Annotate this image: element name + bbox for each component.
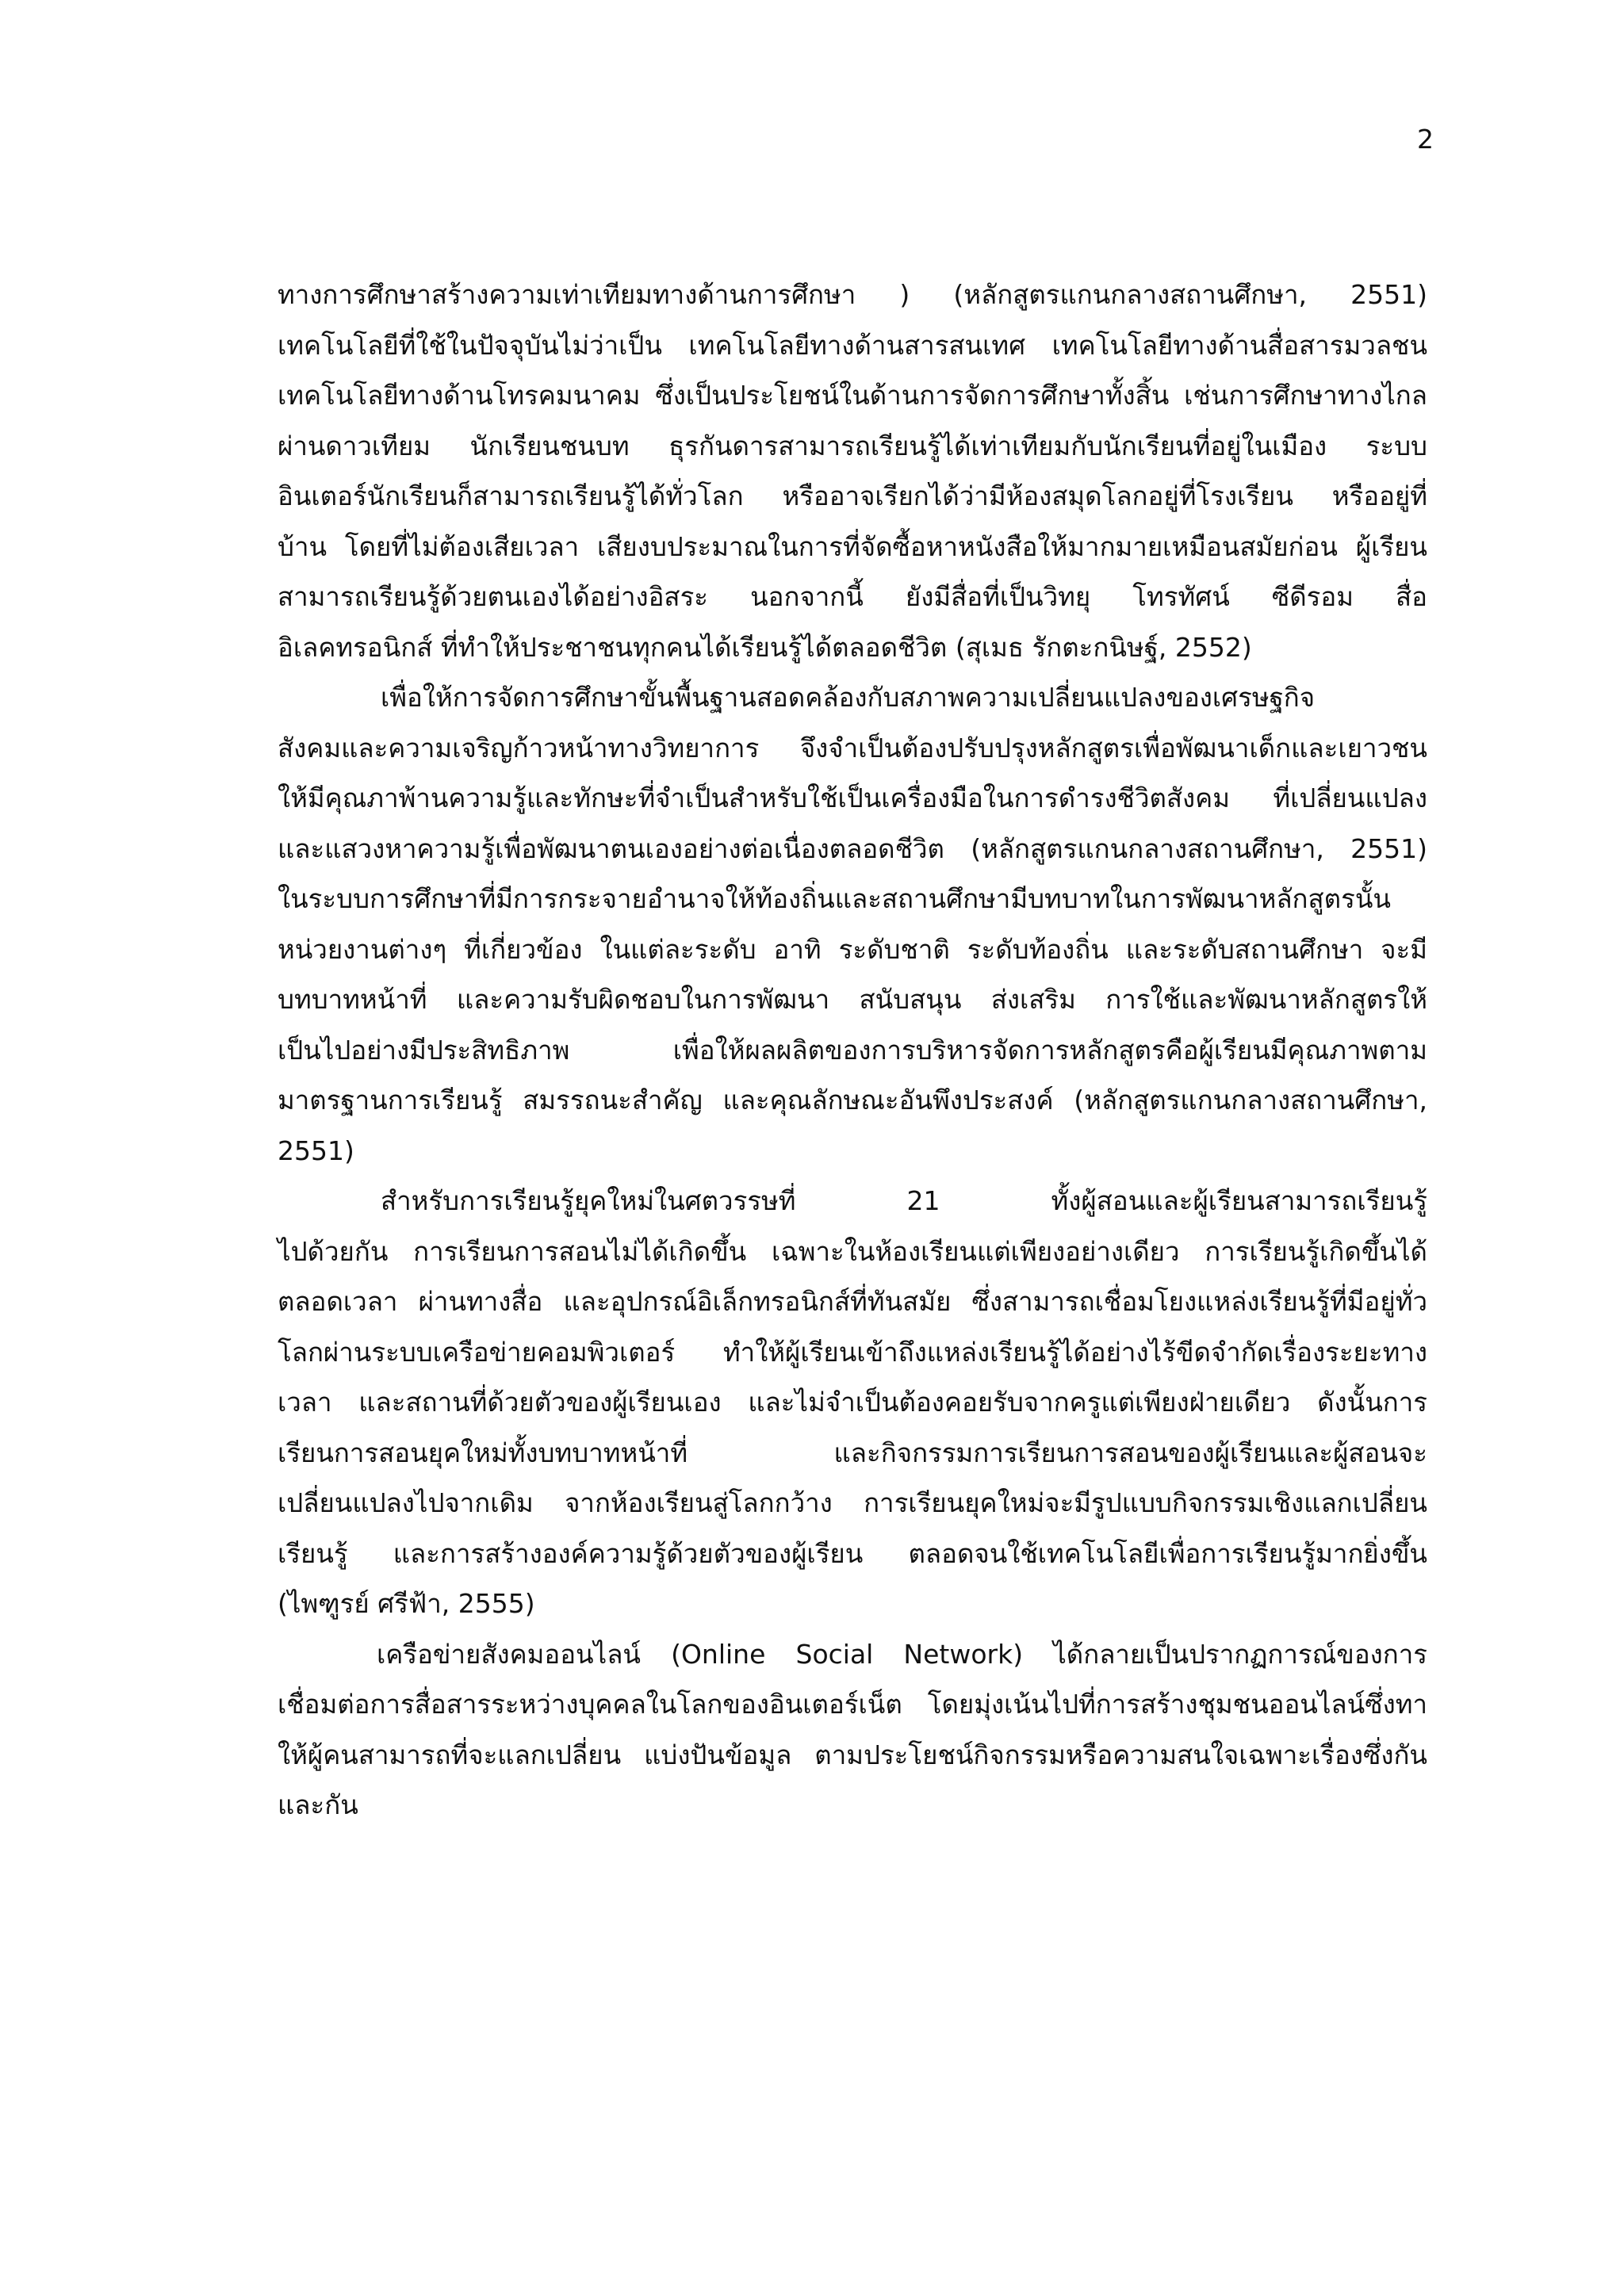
text-line: ไปด้วยกัน การเรียนการสอนไม่ได้เกิดขึ้น เฉพาะในห้องเรียนแต่เพียงอย่างเดียว การเรียนรู้เกิดขึ้นได้ [278, 1235, 1427, 1267]
text-line: ให้ผู้คนสามารถที่จะแลกเปลี่ยน แบ่งปันข้อมูล ตามประโยชน์กิจกรรมหรือความสนใจเฉพาะเรื่องซึ่งกัน [278, 1739, 1427, 1770]
text-line: ทางการศึกษาสร้างความเท่าเทียมทางด้านการศึกษา ) (หลักสูตรแกนกลางสถานศึกษา, 2551) [278, 279, 1427, 310]
text-line: เรียนการสอนยุคใหม่ทั้งบทบาทหน้าที่ และกิจกรรมการเรียนการสอนของผู้เรียนและผู้สอนจะ [278, 1437, 1427, 1468]
text-line: เป็นไปอย่างมีประสิทธิภาพ เพื่อให้ผลผลิตของการบริหารจัดการหลักสูตรคือผู้เรียนมีคุณภาพตาม [278, 1034, 1427, 1066]
paragraph-1 [278, 270, 1427, 672]
body-text [278, 270, 1427, 1831]
text-line: เรียนรู้ และการสร้างองค์ความรู้ด้วยตัวของผู้เรียน ตลอดจนใช้เทคโนโลยีเพื่อการเรียนรู้มากยิ่งขึ้น [278, 1537, 1427, 1569]
text-line: และกัน [278, 1789, 358, 1820]
text-line: สังคมและความเจริญก้าวหน้าทางวิทยาการ จึงจำเป็นต้องปรับปรุงหลักสูตรเพื่อพัฒนาเด็กและเยาวชน [278, 732, 1427, 763]
text-line: เพื่อให้การจัดการศึกษาขั้นพื้นฐานสอดคล้องกับสภาพความเปลี่ยนแปลงของเศรษฐกิจ [381, 682, 1316, 713]
text-line: ให้มีคุณภาพ้านความรู้และทักษะที่จำเป็นสำหรับใช้เป็นเครื่องมือในการดำรงชีวิตสังคม ที่เปลี่ยนแปลง [278, 783, 1427, 813]
page-number: 2 [1417, 124, 1434, 155]
text-line: เวลา และสถานที่ด้วยตัวของผู้เรียนเอง และไม่จำเป็นต้องคอยรับจากครูแต่เพียงฝ่ายเดียว ดังนั้นการ [278, 1387, 1427, 1418]
paragraph-3 [278, 1176, 1427, 1629]
text-line: 2551) [278, 1135, 354, 1166]
text-line: มาตรฐานการเรียนรู้ สมรรถนะสำคัญ และคุณลักษณะอันพึงประสงค์ (หลักสูตรแกนกลางสถานศึกษา, [278, 1085, 1427, 1115]
text-line: อินเตอร์นักเรียนก็สามารถเรียนรู้ได้ทั่วโลก หรืออาจเรียกได้ว่ามีห้องสมุดโลกอยู่ที่โรงเรียน หรืออยู่ที่ [278, 480, 1427, 511]
paragraph-4 [278, 1629, 1427, 1831]
text-line: (ไพฑูรย์ ศรีฟ้า, 2555) [278, 1588, 535, 1619]
text-line: ตลอดเวลา ผ่านทางสื่อ และอุปกรณ์อิเล็กทรอนิกส์ที่ทันสมัย ซึ่งสามารถเชื่อมโยงแหล่งเรียนรู้ที่มีอยู่ทั่ว [278, 1286, 1427, 1317]
text-line: ผ่านดาวเทียม นักเรียนชนบท ธุรกันดารสามารถเรียนรู้ได้เท่าเทียมกับนักเรียนที่อยู่ในเมือง ระบบ [278, 430, 1427, 461]
text-line: โลกผ่านระบบเครือข่ายคอมพิวเตอร์ ทำให้ผู้เรียนเข้าถึงแหล่งเรียนรู้ได้อย่างไร้ขีดจำกัดเรื่องระยะทาง [278, 1336, 1427, 1368]
text-line: เทคโนโลยีทางด้านโทรคมนาคม ซึ่งเป็นประโยชน์ในด้านการจัดการศึกษาทั้งสิ้น เช่นการศึกษาทางไกล [278, 380, 1427, 411]
text-line: บทบาทหน้าที่ และความรับผิดชอบในการพัฒนา สนับสนุน ส่งเสริม การใช้และพัฒนาหลักสูตรให้ [278, 984, 1427, 1015]
text-line: สำหรับการเรียนรู้ยุคใหม่ในศตวรรษที่ 21 ทั้งผู้สอนและผู้เรียนสามารถเรียนรู้ [381, 1185, 1427, 1216]
text-line: ในระบบการศึกษาที่มีการกระจายอำนาจให้ท้องถิ่นและสถานศึกษามีบทบาทในการพัฒนาหลักสูตรนั้น [278, 883, 1391, 914]
text-line: หน่วยงานต่างๆ ที่เกี่ยวข้อง ในแต่ละระดับ อาทิ ระดับชาติ ระดับท้องถิ่น และระดับสถานศึกษา จะมี [278, 933, 1427, 965]
text-line: บ้าน โดยที่ไม่ต้องเสียเวลา เสียงบประมาณในการที่จัดซื้อหาหนังสือให้มากมายเหมือนสมัยก่อน ผู้เรียน [278, 530, 1427, 562]
text-line: เปลี่ยนแปลงไปจากเดิม จากห้องเรียนสู่โลกกว้าง การเรียนยุคใหม่จะมีรูปแบบกิจกรรมเชิงแลกเปลี่ยน [278, 1487, 1427, 1518]
text-line: อิเลคทรอนิกส์ ที่ทำให้ประชาชนทุกคนได้เรียนรู้ได้ตลอดชีวิต (สุเมธ รักตะกนิษฐ์, 2552) [278, 631, 1252, 663]
text-line: และแสวงหาความรู้เพื่อพัฒนาตนเองอย่างต่อเนื่องตลอดชีวิต (หลักสูตรแกนกลางสถานศึกษา, 2551) [278, 832, 1427, 864]
text-line: เครือข่ายสังคมออนไลน์ (Online Social Network) ได้กลายเป็นปรากฏการณ์ของการ [377, 1638, 1427, 1670]
text-line: เทคโนโลยีที่ใช้ในปัจจุบันไม่ว่าเป็น เทคโนโลยีทางด้านสารสนเทศ เทคโนโลยีทางด้านสื่อสารมวลชน [278, 329, 1427, 361]
text-line: สามารถเรียนรู้ด้วยตนเองได้อย่างอิสระ นอกจากนี้ ยังมีสื่อที่เป็นวิทยุ โทรทัศน์ ซีดีรอม สื่อ [278, 581, 1427, 612]
paragraph-2 [278, 672, 1427, 1176]
text-line: เชื่อมต่อการสื่อสารระหว่างบุคคลในโลกของอินเตอร์เน็ต โดยมุ่งเน้นไปที่การสร้างชุมชนออนไลน์ซึ่งทา [278, 1689, 1427, 1720]
